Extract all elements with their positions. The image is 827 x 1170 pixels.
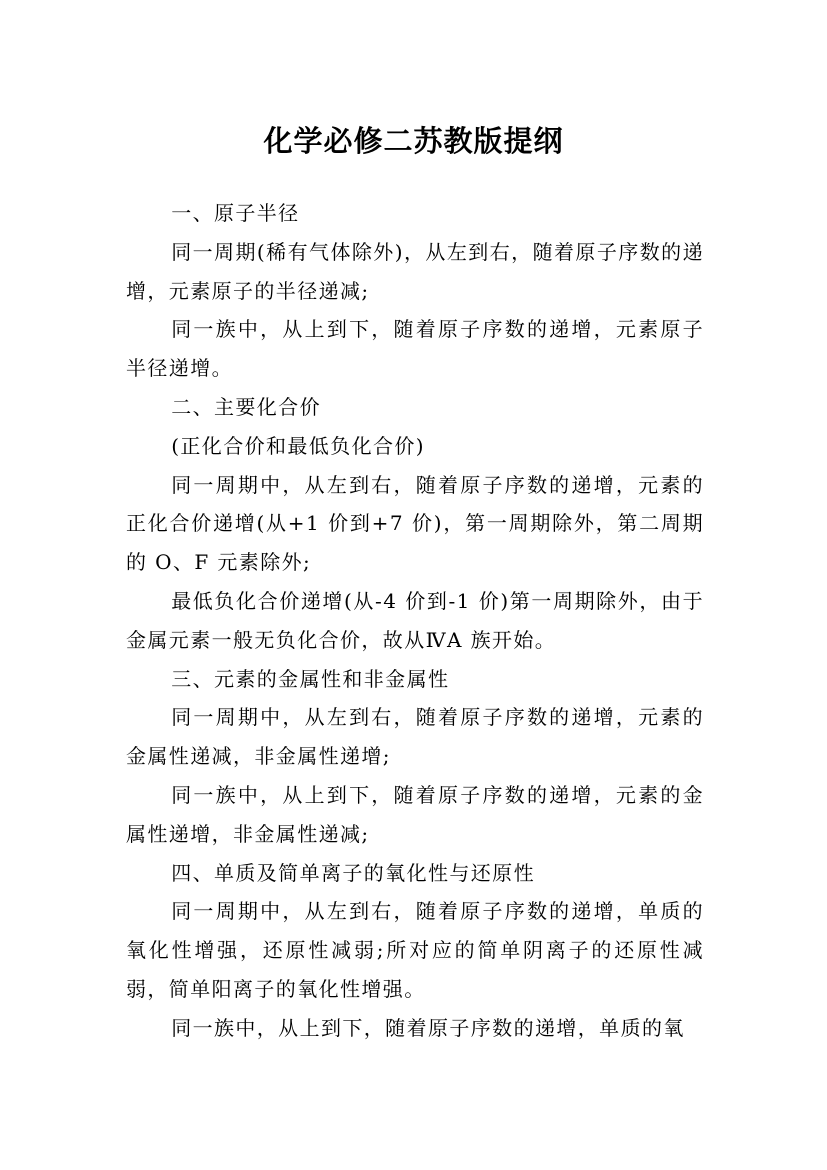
paragraph: 同一周期中，从左到右，随着原子序数的递增，元素的金属性递减，非金属性递增; (126, 705, 704, 769)
paragraph: 同一族中，从上到下，随着原子序数的递增，元素原子半径递增。 (126, 317, 704, 381)
section-heading-redox: 四、单质及简单离子的氧化性与还原性 (171, 860, 535, 885)
section-heading-valence: 二、主要化合价 (171, 394, 321, 419)
paragraph: 同一周期中，从左到右，随着原子序数的递增，单质的氧化性增强，还原性减弱;所对应的简单阴离子的还原性减弱，简单阳离子的氧化性增强。 (126, 899, 704, 1001)
paragraph: 同一周期中，从左到右，随着原子序数的递增，元素的正化合价递增(从+1 价到+7 价)，第一周期除外，第二周期的 O、F 元素除外; (126, 472, 704, 575)
document-title: 化学必修二苏教版提纲 (263, 124, 564, 159)
paragraph: 同一族中，从上到下，随着原子序数的递增，单质的氧 (171, 1015, 685, 1040)
paragraph: 同一族中，从上到下，随着原子序数的递增，元素的金属性递增，非金属性递减; (126, 782, 704, 846)
paragraph: 最低负化合价递增(从-4 价到-1 价)第一周期除外，由于金属元素一般无负化合价，故从ⅣA 族开始。 (126, 588, 704, 652)
section-heading-metallicity: 三、元素的金属性和非金属性 (171, 666, 450, 691)
section-heading-atomic-radius: 一、原子半径 (171, 201, 300, 225)
document-body (126, 194, 704, 1048)
paragraph: (正化合价和最低负化合价) (171, 433, 425, 458)
paragraph: 同一周期(稀有气体除外)，从左到右，随着原子序数的递增，元素原子的半径递减; (126, 239, 704, 303)
